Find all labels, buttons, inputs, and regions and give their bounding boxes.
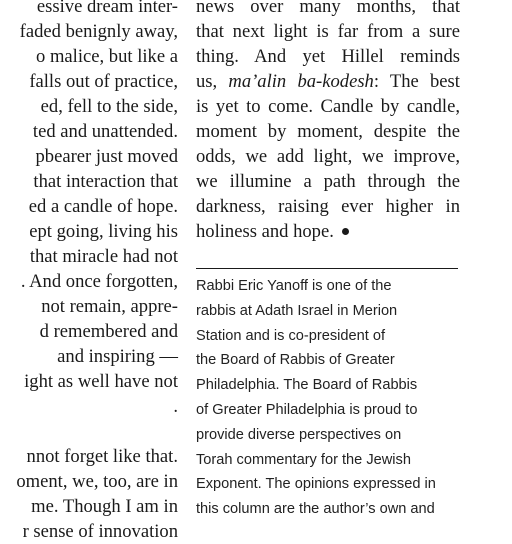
- article-text-line: [196, 44, 460, 69]
- text-run: thing. And yet Hillel reminds: [196, 46, 460, 67]
- bio-text-line: Philadelphia. The Board of Rabbis: [196, 377, 418, 394]
- article-text-line: faded benignly away,: [19, 21, 178, 42]
- text-run: that next light is far from a sure: [196, 21, 460, 42]
- article-right-column: [196, 0, 460, 244]
- bio-text-line: Station and is co-president of: [196, 327, 386, 344]
- paragraph-gap: [0, 419, 178, 444]
- article-text-line: that interaction that: [33, 171, 178, 192]
- text-run: darkness, raising ever higher in: [196, 196, 460, 217]
- article-text-line: ight as well have not: [24, 371, 178, 392]
- article-text-line: [196, 219, 460, 244]
- hebrew-phrase-italic: ma’alin ba-kodesh: [228, 71, 374, 92]
- article-text-line: [196, 19, 460, 44]
- article-text-line: me. Though I am in: [31, 496, 178, 517]
- text-run: is yet to come. Candle by candle,: [196, 96, 460, 117]
- bio-text-line: rabbis at Adath Israel in Merion: [196, 302, 398, 319]
- article-text-line: that miracle had not: [29, 246, 178, 267]
- author-bio: [196, 274, 460, 522]
- article-text-line: and inspiring —: [57, 346, 178, 367]
- article-text-line: . And once forgotten,: [20, 271, 178, 292]
- text-run: : The best: [373, 71, 460, 92]
- bio-text-line: of Greater Philadelphia is proud to: [196, 401, 418, 418]
- article-text-line: ept going, living his: [29, 221, 178, 242]
- article-text-line: falls out of practice,: [29, 71, 178, 92]
- article-text-line: r sense of innovation: [22, 521, 178, 542]
- bio-text-line: provide diverse perspectives on: [196, 426, 402, 443]
- article-text-line: oment, we, too, are in: [16, 471, 178, 492]
- article-text-line: not remain, appre-: [41, 296, 178, 317]
- article-text-line: [196, 69, 460, 94]
- article-text-line: essive dream inter-: [36, 0, 178, 17]
- bullet-dot-icon: [342, 228, 349, 235]
- article-text-line: pbearer just moved: [35, 146, 178, 167]
- text-run: we illumine a path through the: [196, 171, 460, 192]
- text-run: us,: [196, 71, 229, 92]
- bio-divider-rule: [196, 268, 458, 269]
- article-text-line: .: [173, 396, 178, 417]
- article-text-line: nnot forget like that.: [26, 446, 178, 467]
- article-text-line: [196, 194, 460, 219]
- text-run: news over many months, that: [196, 0, 460, 17]
- bio-text-line: this column are the author’s own and: [196, 501, 435, 518]
- text-run: holiness and hope.: [196, 221, 334, 242]
- bio-text-line: the Board of Rabbis of Greater: [196, 352, 395, 369]
- bio-text-line: Torah commentary for the Jewish: [196, 451, 411, 468]
- article-text-line: d remembered and: [39, 321, 178, 342]
- article-text-line: ed, fell to the side,: [40, 96, 178, 117]
- article-text-line: ed a candle of hope.: [28, 196, 178, 217]
- article-left-column: [0, 0, 178, 544]
- article-text-line: o malice, but like a: [36, 46, 178, 67]
- bio-text-line: Rabbi Eric Yanoff is one of the: [196, 278, 392, 294]
- article-text-line: [196, 0, 460, 19]
- article-text-line: [196, 144, 460, 169]
- article-text-line: [196, 169, 460, 194]
- text-run: moment by moment, despite the: [196, 121, 460, 142]
- article-text-line: [196, 119, 460, 144]
- bio-text-line: Exponent. The opinions expressed in: [196, 476, 436, 493]
- text-run: odds, we add light, we improve,: [196, 146, 460, 167]
- article-text-line: ted and unattended.: [32, 121, 178, 142]
- article-text-line: [196, 94, 460, 119]
